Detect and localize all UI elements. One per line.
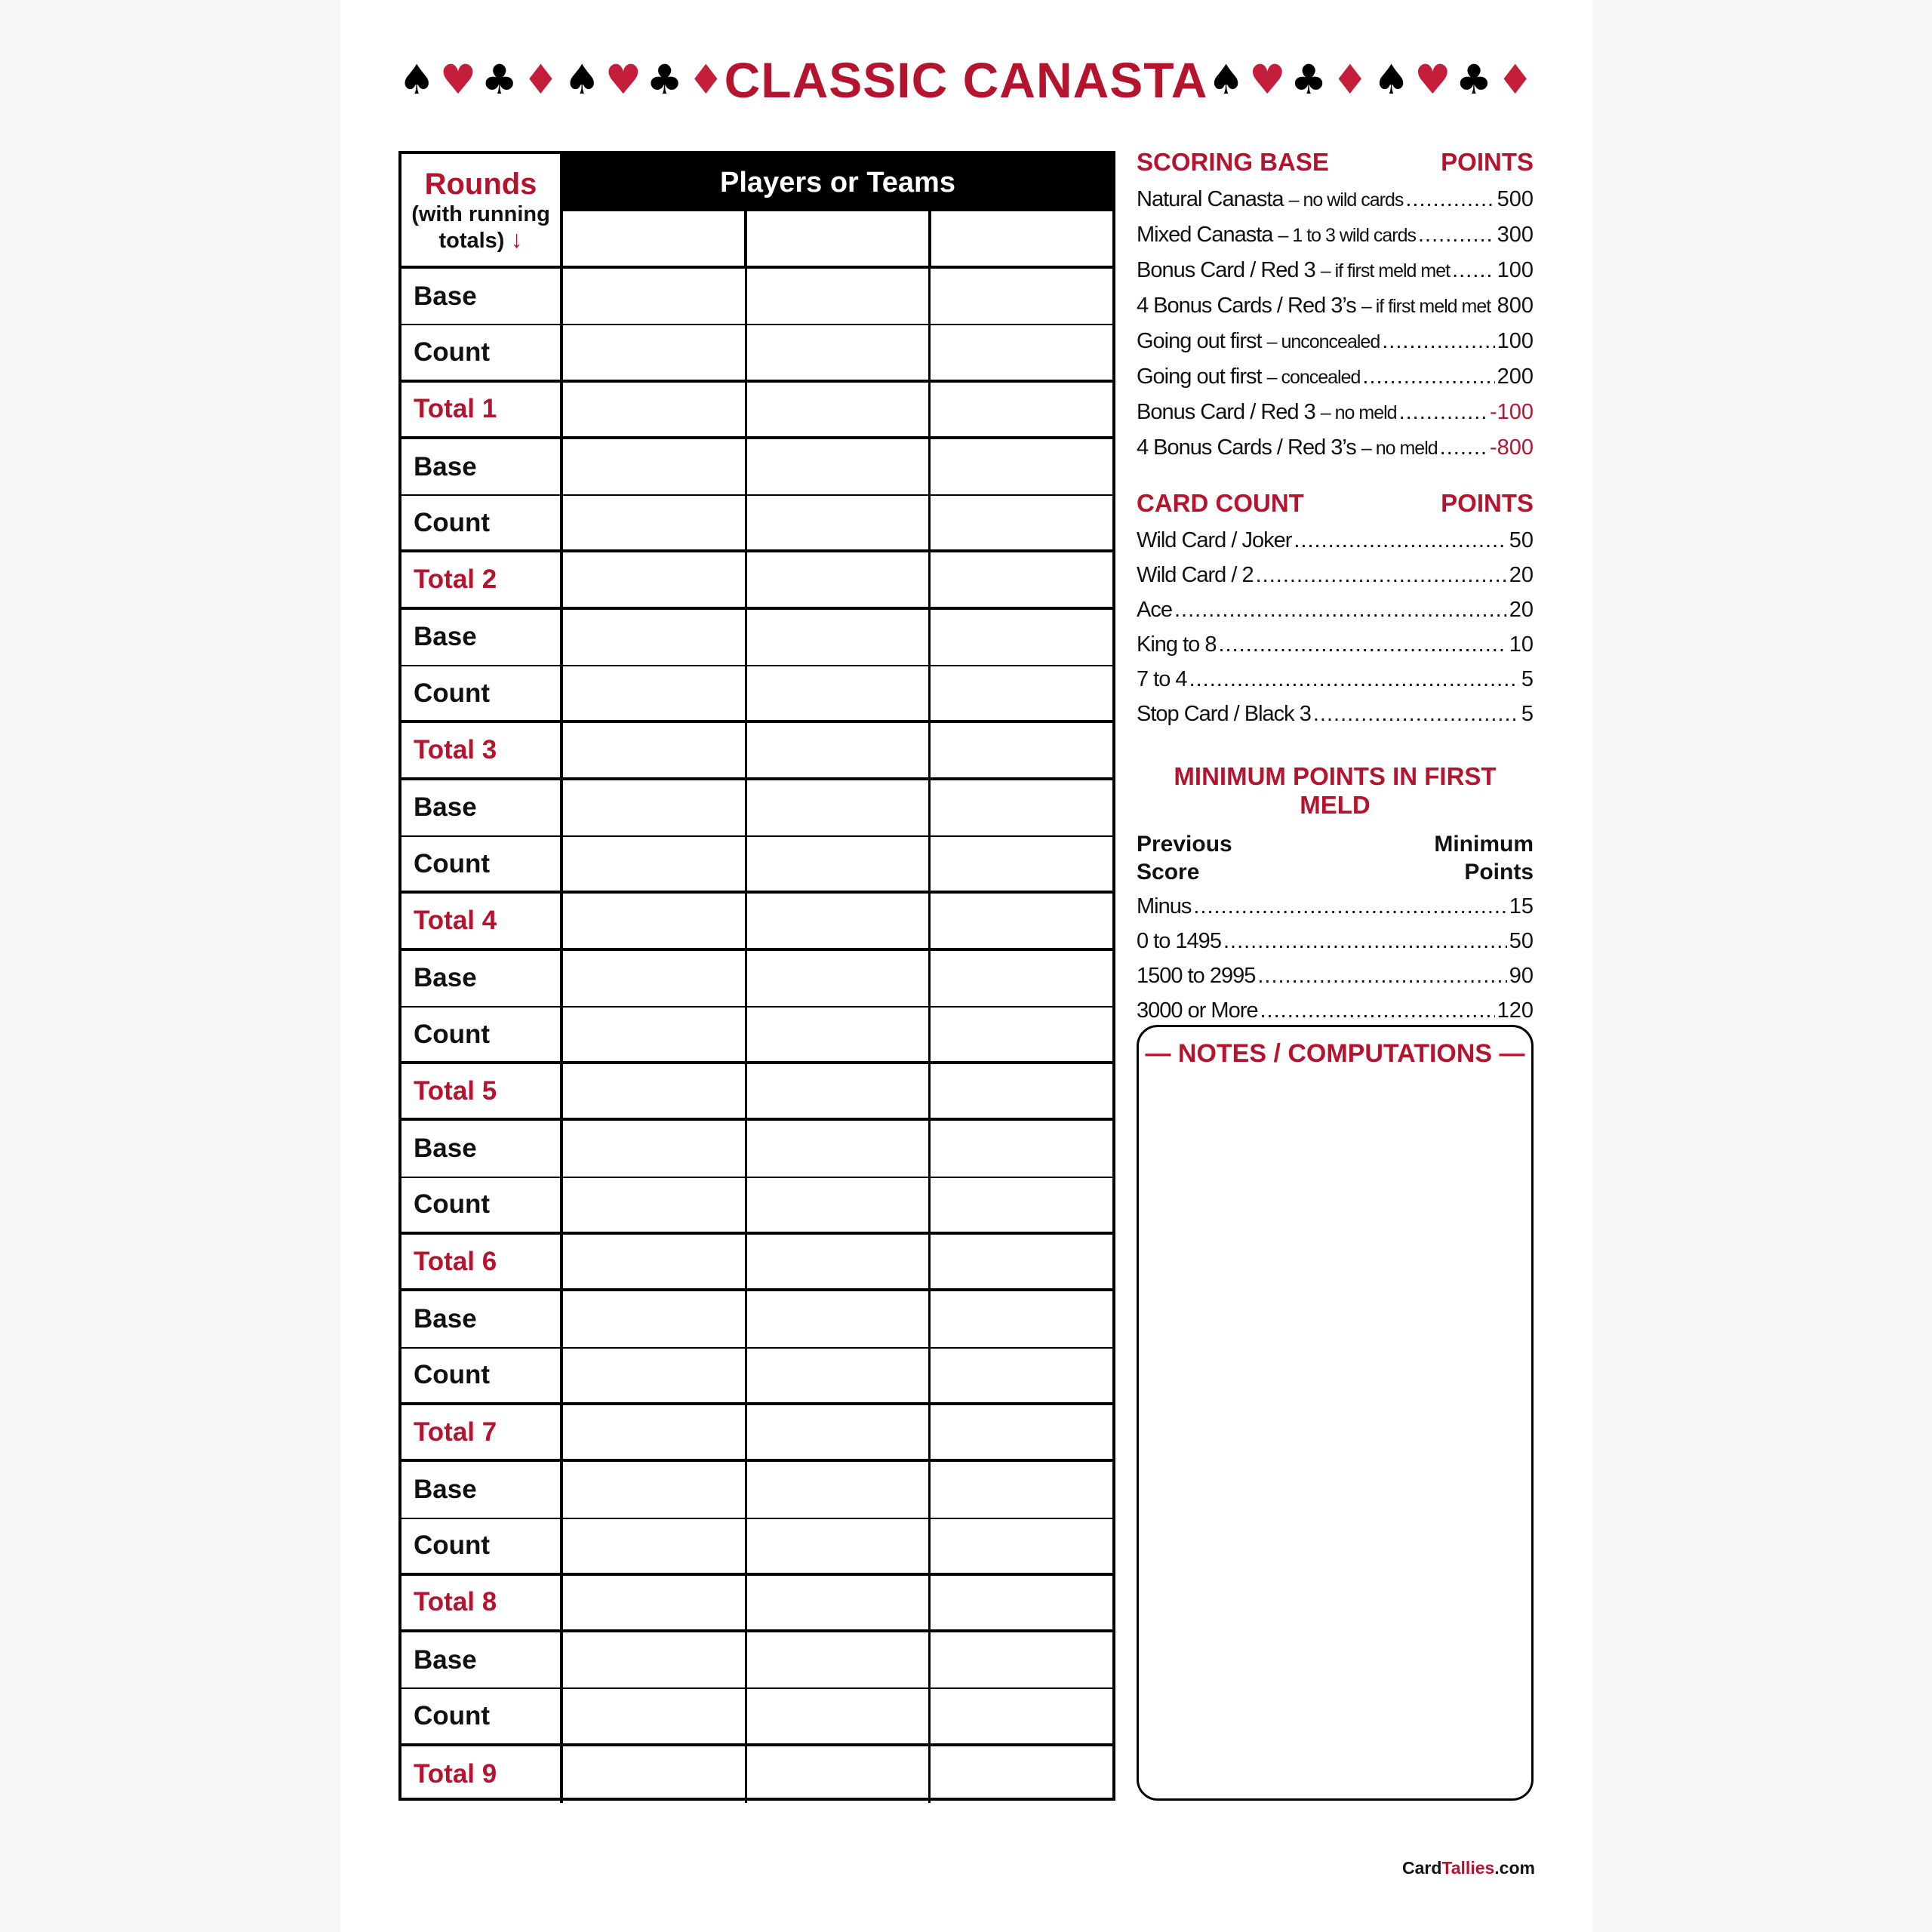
item-label: Going out first (1137, 329, 1262, 353)
points-line-item (1137, 395, 1534, 430)
score-cell[interactable] (931, 496, 1112, 549)
heart-icon: ♥ (1414, 56, 1451, 103)
row-label-total: Total 7 (401, 1405, 563, 1459)
item-label: Ace (1137, 598, 1172, 622)
score-cell[interactable] (747, 269, 931, 324)
table-row (401, 837, 1112, 894)
club-icon: ♣ (646, 56, 683, 103)
player-name-cell-2[interactable] (747, 211, 931, 266)
score-cell[interactable] (747, 1462, 931, 1517)
score-cell[interactable] (747, 1178, 931, 1232)
row-label-total: Total 4 (401, 894, 563, 947)
row-label-total: Total 3 (401, 723, 563, 777)
points-line-item (1137, 889, 1534, 924)
score-cell[interactable] (747, 1519, 931, 1573)
item-label: 4 Bonus Cards / Red 3’s (1137, 294, 1356, 318)
row-label-total: Total 6 (401, 1235, 563, 1288)
row-label-total: Total 1 (401, 383, 563, 436)
score-cell[interactable] (747, 610, 931, 665)
points-line-item (1137, 523, 1534, 558)
score-cell[interactable] (563, 1235, 747, 1288)
item-points: 20 (1509, 563, 1534, 587)
points-line-item (1137, 324, 1534, 359)
score-cell[interactable] (747, 837, 931, 891)
points-line-item (1137, 662, 1534, 697)
score-cell[interactable] (563, 723, 747, 777)
spade-icon: ♠ (398, 56, 435, 103)
table-row (401, 1519, 1112, 1576)
page-title: CLASSIC CANASTA (724, 52, 1208, 108)
score-cell[interactable] (563, 1008, 747, 1061)
score-cell[interactable] (747, 1349, 931, 1402)
score-cell[interactable] (563, 1689, 747, 1743)
row-label-count: Count (401, 666, 563, 720)
item-points: -100 (1489, 400, 1534, 424)
score-cell[interactable] (563, 1121, 747, 1176)
score-cell[interactable] (563, 1576, 747, 1629)
item-label: 4 Bonus Cards / Red 3’s (1137, 435, 1356, 460)
row-label-base: Base (401, 1121, 563, 1176)
score-cell[interactable] (931, 1064, 1112, 1118)
points-line-item (1137, 627, 1534, 662)
score-cell[interactable] (563, 1746, 747, 1803)
item-points: 800 (1497, 294, 1534, 318)
dot-leader (1362, 359, 1494, 394)
points-line-item (1137, 359, 1534, 395)
score-cell[interactable] (747, 894, 931, 947)
row-label-base: Base (401, 780, 563, 835)
player-name-cell-3[interactable] (931, 211, 1112, 266)
item-points: 120 (1497, 998, 1534, 1023)
row-label-base: Base (401, 1632, 563, 1687)
item-note: – if first meld met (1361, 296, 1491, 317)
scoring-base-heading: SCORING BASE POINTS (1137, 148, 1534, 176)
score-cell[interactable] (747, 325, 931, 379)
score-cell[interactable] (747, 439, 931, 494)
club-icon: ♣ (1290, 56, 1327, 103)
row-label-count: Count (401, 1519, 563, 1573)
score-cell[interactable] (563, 837, 747, 891)
row-label-count: Count (401, 1008, 563, 1061)
score-cell[interactable] (563, 1632, 747, 1687)
footer-brand: CardTallies.com (1402, 1858, 1535, 1878)
row-label-count: Count (401, 1689, 563, 1743)
score-cell[interactable] (747, 666, 931, 720)
score-cell[interactable] (563, 1064, 747, 1118)
dot-leader (1256, 558, 1507, 592)
score-cell[interactable] (931, 269, 1112, 324)
score-cell[interactable] (931, 894, 1112, 947)
score-cell[interactable] (931, 439, 1112, 494)
score-cell[interactable] (931, 1519, 1112, 1573)
item-label: Stop Card / Black 3 (1137, 702, 1311, 726)
dot-leader (1260, 993, 1495, 1028)
player-name-cell-1[interactable] (563, 211, 747, 266)
points-line-item (1137, 697, 1534, 731)
score-rows (401, 266, 1112, 1798)
rounds-title: Rounds (424, 168, 537, 201)
table-row (401, 1291, 1112, 1348)
score-cell[interactable] (563, 383, 747, 436)
row-label-count: Count (401, 325, 563, 379)
score-cell[interactable] (931, 951, 1112, 1006)
score-cell[interactable] (563, 780, 747, 835)
item-points: 100 (1497, 258, 1534, 282)
row-label-base: Base (401, 951, 563, 1006)
club-icon: ♣ (1455, 56, 1493, 103)
card-count-section (1137, 491, 1534, 731)
card-count-heading: CARD COUNT POINTS (1137, 489, 1534, 517)
score-cell[interactable] (563, 951, 747, 1006)
score-cell[interactable] (747, 496, 931, 549)
dot-leader (1218, 627, 1506, 662)
score-cell[interactable] (931, 1462, 1112, 1517)
item-label: Minus (1137, 894, 1192, 918)
diamond-icon: ♦ (522, 56, 559, 103)
table-row (401, 1349, 1112, 1405)
item-points: 5 (1521, 667, 1534, 691)
item-points: 50 (1509, 528, 1534, 552)
suits-left (398, 56, 724, 103)
item-note: – unconcealed (1266, 331, 1380, 352)
row-label-count: Count (401, 1349, 563, 1402)
score-cell[interactable] (747, 1235, 931, 1288)
diamond-icon: ♦ (1497, 56, 1534, 103)
score-cell[interactable] (931, 1178, 1112, 1232)
dot-leader (1405, 182, 1494, 217)
item-points: 20 (1509, 598, 1534, 622)
score-cell[interactable] (931, 780, 1112, 835)
item-points: 15 (1509, 894, 1534, 918)
score-cell[interactable] (931, 1291, 1112, 1346)
item-note: – no meld (1320, 402, 1397, 423)
score-table (398, 151, 1115, 1801)
first-meld-column-headers: Previous Score Minimum Points (1137, 832, 1534, 884)
item-label: Bonus Card / Red 3 (1137, 258, 1315, 282)
score-cell[interactable] (931, 383, 1112, 436)
table-row (401, 1462, 1112, 1518)
score-cell[interactable] (563, 1405, 747, 1459)
points-line-item (1137, 288, 1534, 324)
spade-icon: ♠ (563, 56, 601, 103)
points-line-item (1137, 253, 1534, 288)
club-icon: ♣ (481, 56, 518, 103)
score-cell[interactable] (747, 1576, 931, 1629)
score-cell[interactable] (563, 1291, 747, 1346)
dot-leader (1223, 924, 1507, 958)
score-cell[interactable] (563, 325, 747, 379)
item-points: 5 (1521, 702, 1534, 726)
item-label: 3000 or More (1137, 998, 1258, 1023)
score-cell[interactable] (563, 610, 747, 665)
item-label: King to 8 (1137, 632, 1217, 657)
row-label-base: Base (401, 269, 563, 324)
heart-icon: ♥ (605, 56, 642, 103)
rounds-header (401, 154, 563, 266)
item-label: Wild Card / Joker (1137, 528, 1292, 552)
notes-box[interactable] (1137, 1025, 1534, 1801)
table-row (401, 723, 1112, 780)
score-cell[interactable] (563, 1349, 747, 1402)
table-row (401, 1178, 1112, 1235)
score-cell[interactable] (931, 552, 1112, 606)
score-cell[interactable] (563, 666, 747, 720)
table-row (401, 552, 1112, 609)
suits-right (1208, 56, 1534, 103)
item-label: 0 to 1495 (1137, 929, 1221, 953)
item-note: – concealed (1266, 367, 1361, 388)
heart-icon: ♥ (439, 56, 477, 103)
score-cell[interactable] (931, 1121, 1112, 1176)
row-label-count: Count (401, 837, 563, 891)
score-cell[interactable] (747, 1632, 931, 1687)
row-label-base: Base (401, 1291, 563, 1346)
score-cell[interactable] (563, 439, 747, 494)
item-label: Going out first (1137, 365, 1262, 389)
row-label-base: Base (401, 439, 563, 494)
item-points: 90 (1509, 964, 1534, 988)
first-meld-section (1137, 762, 1534, 1028)
score-cell[interactable] (747, 951, 931, 1006)
title-row (398, 45, 1534, 115)
score-cell[interactable] (931, 837, 1112, 891)
item-points: 100 (1497, 329, 1534, 353)
scoring-base-section (1137, 149, 1534, 466)
points-line-item (1137, 924, 1534, 958)
table-row (401, 1689, 1112, 1746)
row-label-count: Count (401, 1178, 563, 1232)
score-cell[interactable] (747, 383, 931, 436)
dot-leader (1399, 395, 1487, 429)
item-note: – no wild cards (1288, 189, 1404, 211)
points-line-item (1137, 993, 1534, 1028)
score-cell[interactable] (563, 1178, 747, 1232)
item-points: 10 (1509, 632, 1534, 657)
score-cell[interactable] (747, 1746, 931, 1803)
score-cell[interactable] (931, 1405, 1112, 1459)
score-cell[interactable] (931, 325, 1112, 379)
dot-leader (1189, 662, 1519, 697)
score-cell[interactable] (563, 496, 747, 549)
notes-heading: — NOTES / COMPUTATIONS — (1145, 1039, 1525, 1068)
item-label: Bonus Card / Red 3 (1137, 400, 1315, 424)
item-label: Wild Card / 2 (1137, 563, 1254, 587)
item-note: – 1 to 3 wild cards (1278, 225, 1416, 246)
table-row (401, 1746, 1112, 1803)
score-cell[interactable] (931, 1632, 1112, 1687)
table-row (401, 1008, 1112, 1064)
table-row (401, 383, 1112, 439)
item-label: 1500 to 2995 (1137, 964, 1256, 988)
score-cell[interactable] (931, 666, 1112, 720)
row-label-base: Base (401, 610, 563, 665)
item-note: – no meld (1361, 438, 1438, 459)
dot-leader (1440, 430, 1487, 465)
dot-leader (1493, 288, 1494, 323)
first-meld-heading: MINIMUM POINTS IN FIRST MELD (1174, 762, 1497, 819)
points-line-item (1137, 592, 1534, 627)
dot-leader (1418, 217, 1495, 252)
table-row (401, 1121, 1112, 1177)
score-cell[interactable] (563, 1462, 747, 1517)
score-cell[interactable] (747, 723, 931, 777)
dot-leader (1174, 592, 1507, 627)
dot-leader (1313, 697, 1519, 731)
diamond-icon: ♦ (1331, 56, 1369, 103)
table-row (401, 325, 1112, 382)
player-name-row (563, 211, 1112, 266)
item-points: 500 (1497, 187, 1534, 211)
row-label-count: Count (401, 496, 563, 549)
table-row (401, 1064, 1112, 1121)
score-cell[interactable] (747, 1291, 931, 1346)
score-cell[interactable] (747, 780, 931, 835)
item-note: – if first meld met (1320, 260, 1451, 281)
table-row (401, 610, 1112, 666)
points-line-item (1137, 558, 1534, 592)
score-cell[interactable] (931, 1235, 1112, 1288)
score-cell[interactable] (931, 1576, 1112, 1629)
item-label: Mixed Canasta (1137, 223, 1273, 247)
row-label-total: Total 5 (401, 1064, 563, 1118)
table-row (401, 780, 1112, 837)
score-cell[interactable] (931, 1008, 1112, 1061)
score-cell[interactable] (747, 1121, 931, 1176)
row-label-total: Total 8 (401, 1576, 563, 1629)
score-cell[interactable] (747, 1689, 931, 1743)
table-row (401, 894, 1112, 950)
score-cell[interactable] (931, 723, 1112, 777)
dot-leader (1452, 253, 1495, 288)
table-row (401, 1576, 1112, 1632)
points-line-item (1137, 958, 1534, 993)
item-points: 300 (1497, 223, 1534, 247)
score-cell[interactable] (747, 1405, 931, 1459)
dot-leader (1193, 889, 1506, 924)
table-row (401, 496, 1112, 552)
table-row (401, 269, 1112, 325)
dot-leader (1294, 523, 1506, 558)
players-header: Players or Teams (563, 154, 1112, 211)
table-row (401, 666, 1112, 723)
score-cell[interactable] (747, 1064, 931, 1118)
points-line-item (1137, 182, 1534, 217)
rounds-subtitle: (with running totals) ↓ (411, 202, 550, 253)
dot-leader (1257, 958, 1506, 993)
item-points: 50 (1509, 929, 1534, 953)
table-row (401, 1405, 1112, 1462)
row-label-total: Total 9 (401, 1746, 563, 1803)
points-line-item (1137, 217, 1534, 253)
score-cell[interactable] (747, 552, 931, 606)
score-cell[interactable] (747, 1008, 931, 1061)
item-label: Natural Canasta (1137, 187, 1284, 211)
score-cell[interactable] (931, 1689, 1112, 1743)
table-row (401, 439, 1112, 496)
arrow-down-icon: ↓ (510, 226, 523, 253)
score-cell[interactable] (931, 1349, 1112, 1402)
item-points: 200 (1497, 365, 1534, 389)
dot-leader (1382, 324, 1494, 358)
heart-icon: ♥ (1249, 56, 1286, 103)
score-cell[interactable] (563, 552, 747, 606)
spade-icon: ♠ (1208, 56, 1244, 103)
row-label-total: Total 2 (401, 552, 563, 606)
score-cell[interactable] (563, 269, 747, 324)
score-cell[interactable] (931, 610, 1112, 665)
spade-icon: ♠ (1373, 56, 1410, 103)
item-label: 7 to 4 (1137, 667, 1187, 691)
points-line-item (1137, 430, 1534, 466)
item-points: -800 (1489, 435, 1534, 460)
table-row (401, 951, 1112, 1008)
score-cell[interactable] (931, 1746, 1112, 1803)
table-row (401, 1632, 1112, 1689)
score-cell[interactable] (563, 894, 747, 947)
row-label-base: Base (401, 1462, 563, 1517)
table-row (401, 1235, 1112, 1291)
score-cell[interactable] (563, 1519, 747, 1573)
diamond-icon: ♦ (688, 56, 724, 103)
